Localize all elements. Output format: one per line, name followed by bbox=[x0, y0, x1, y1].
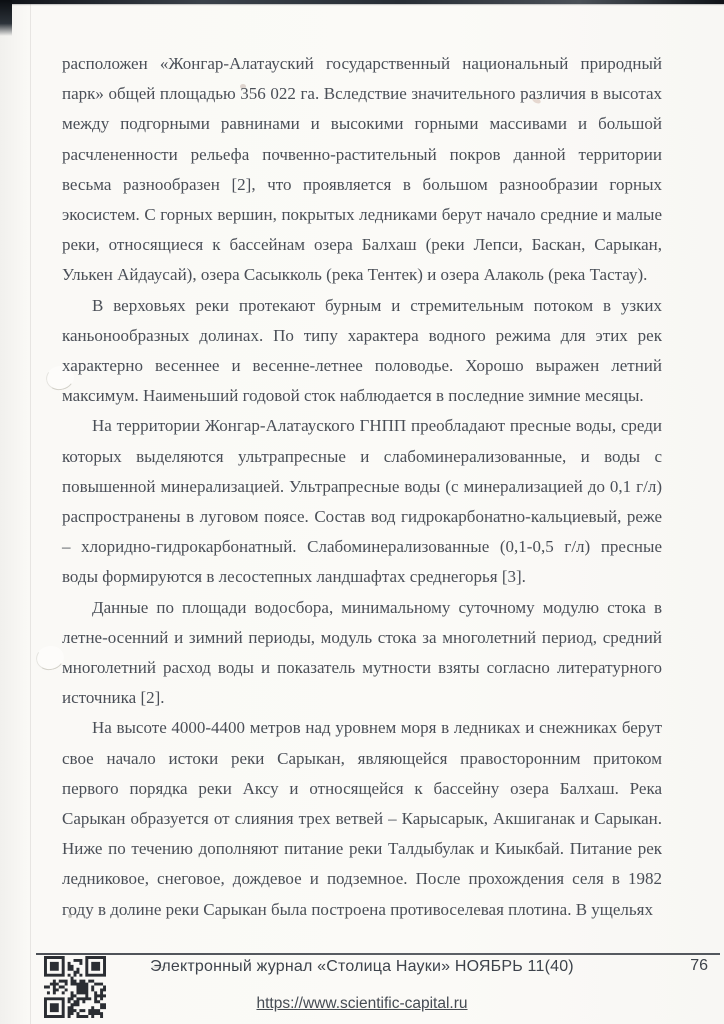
footer-separator-line bbox=[36, 953, 720, 955]
paragraph-1: расположен «Жонгар-Алатауский государственный национальный природный парк» общей площадью 356 022 га. Вследствие значительного различия в высотах между подгорными равнинами и высокими горными массивами и большой расчлененности рельефа почвенно-растительный покров данной территории весьма разнообразен [2], что проявляется в большом разнообразии горных экосистем. С горных вершин, покрытых ледниками берут начало средние и малые реки, относящиеся к бассейнам озера Балхаш (реки Лепси, Баскан, Сарыкан, Улькен Айдаусай), озера Сасыкколь (река Тентек) и озера Алаколь (река Тастау). bbox=[62, 54, 662, 285]
journal-title: Электронный журнал «Столица Науки» НОЯБРЬ 11(40) bbox=[150, 958, 574, 975]
paragraph-3: На территории Жонгар-Алатауского ГНПП преобладают пресные воды, среди которых выделяются ультрапресные и слабоминерализованные, и воды с повышенной минерализацией. Ультрапресные воды (с минерализацией до 0,1 г/л) распространены в луговом поясе. Состав вод гидрокарбонатно-кальциевый, реже – хлоридно-гидрокарбонатный. Слабоминерализованные (0,1-0,5 г/л) пресные воды формируются в лесостепных ландшафтах среднегорья [3]. bbox=[62, 416, 662, 587]
document-body bbox=[62, 49, 662, 925]
paragraph-5: На высоте 4000-4400 метров над уровнем моря в ледниках и снежниках берут свое начало истоки реки Сарыкан, являющейся правосторонним притоком первого порядка реки Аксу и относящейся к бассейну озера Балхаш. Река Сарыкан образуется от слияния трех ветвей – Карысарык, Акшиганак и Сарыкан. Ниже по течению дополняют питание реки Талдыбулак и Киыкбай. Питание рек ледниковое, снеговое, дождевое и подземное. После прохождения селя в 1982 году в долине реки Сарыкан была построена противоселевая плотина. В ущельях bbox=[62, 718, 662, 919]
page-number: 76 bbox=[690, 957, 708, 974]
scan-edge-left-artifact bbox=[0, 0, 12, 36]
scan-fold-line-artifact bbox=[30, 4, 31, 1024]
journal-url-link[interactable]: https://www.scientific-capital.ru bbox=[256, 995, 468, 1012]
paragraph-2: В верховьях реки протекают бурным и стремительным потоком в узких каньонообразных долинах. По типу характера водного режима для этих рек характерно весеннее и весенне-летнее половодье. Хорошо выражен летний максимум. Наименьший годовой сток наблюдается в последние зимние месяцы. bbox=[62, 295, 662, 406]
page-footer bbox=[0, 958, 724, 1013]
paragraph-4: Данные по площади водосбора, минимальному суточному модулю стока в летне-осенний и зимний периоды, модуль стока за многолетний период, средний многолетний расход воды и показатель мутности взяты согласно литературного источника [2]. bbox=[62, 597, 662, 708]
scan-edge-top-artifact bbox=[0, 0, 724, 4]
